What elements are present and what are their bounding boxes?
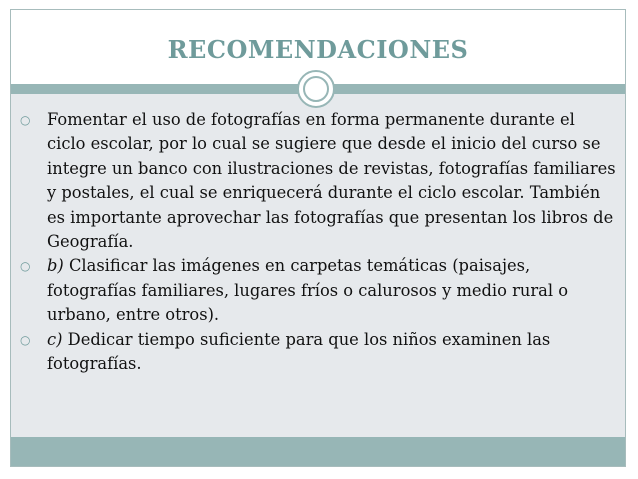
circle-ornament-icon xyxy=(297,70,335,108)
bullet-prefix: b) xyxy=(47,256,64,276)
bullet-circle-icon: ○ xyxy=(20,113,31,127)
inner-circle-icon xyxy=(303,76,329,102)
bullet-prefix: c) xyxy=(47,329,63,349)
slide-title: RECOMENDACIONES xyxy=(167,35,469,64)
bullet-list xyxy=(17,108,617,376)
bullet-item xyxy=(17,328,617,377)
bullet-item xyxy=(17,254,617,327)
bullet-circle-icon: ○ xyxy=(20,332,31,347)
bullet-circle-icon: ○ xyxy=(20,259,31,274)
bullet-item xyxy=(17,108,617,254)
bullet-text: Dedicar tiempo suficiente para que los niños examinen las fotografías. xyxy=(47,329,551,374)
footer-band xyxy=(11,437,625,466)
bullet-text: Fomentar el uso de fotografías en forma permanente durante el ciclo escolar, por lo cual se sugiere que desde el inicio del curso se integre un banco con ilustraciones de revistas, fotografías familiares y postales, el cual se enriquecerá durante el ciclo escolar. También es importante aprovechar las fotografías que presentan los libros de Geografía. xyxy=(47,110,616,252)
bullet-text: Clasificar las imágenes en carpetas temáticas (paisajes, fotografías familiares, lugares fríos o calurosos y medio rural o urbano, entre otros). xyxy=(47,256,569,325)
